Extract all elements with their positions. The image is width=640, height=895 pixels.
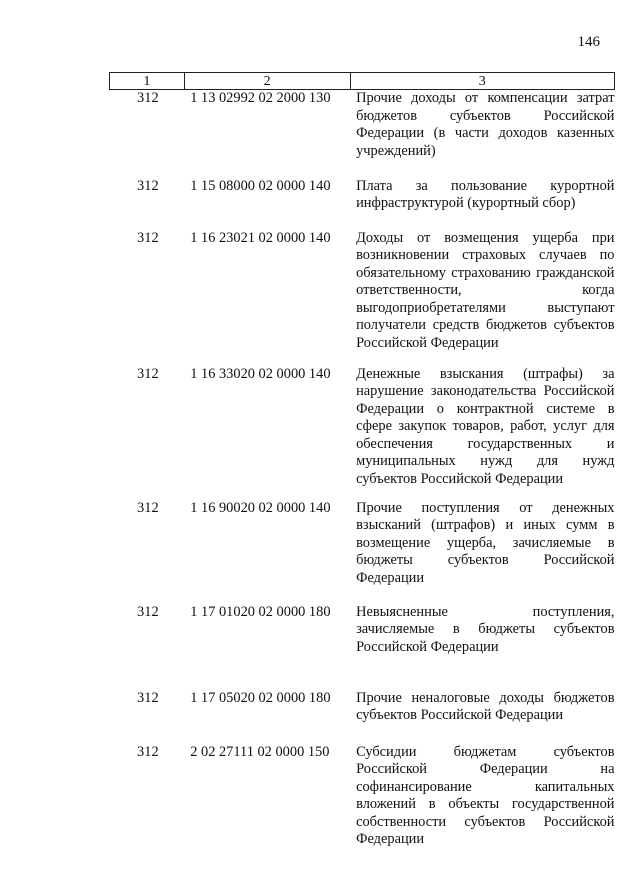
page-number: 146	[577, 34, 600, 50]
table-row	[110, 90, 615, 178]
revenue-name: Прочие поступления от денежных взысканий (штрафов) и иных сумм в возмещение ущерба, зачисляемые в бюджеты субъектов Российской Федерации	[356, 499, 615, 586]
table-header	[110, 73, 615, 90]
budget-code: 2 02 27111 02 0000 150	[190, 743, 330, 760]
budget-code: 1 15 08000 02 0000 140	[190, 177, 331, 194]
revenue-name: Плата за пользование курортной инфраструктурой (курортный сбор)	[356, 177, 615, 211]
table-row	[110, 230, 615, 366]
revenue-name: Доходы от возмещения ущерба при возникновении страховых случаев по обязательному страхованию гражданской ответственности, когда выгодоприобретателями выступают получатели средств бюджетов субъектов Российской Федерации	[356, 229, 615, 351]
admin-code: 312	[137, 603, 159, 620]
table-row	[110, 604, 615, 690]
admin-code: 312	[137, 90, 159, 106]
table-row	[110, 178, 615, 230]
header-col-2: 2	[184, 73, 350, 90]
budget-code: 1 16 23021 02 0000 140	[190, 229, 331, 246]
admin-code: 312	[137, 499, 159, 516]
header-col-1: 1	[110, 73, 185, 90]
revenue-name: Субсидии бюджетам субъектов Российской Федерации на софинансирование капитальных вложений в объекты государственной собственности субъектов Российской Федерации	[356, 743, 615, 847]
admin-code: 312	[137, 743, 159, 760]
budget-code: 1 17 05020 02 0000 180	[190, 689, 331, 706]
admin-code: 312	[137, 689, 159, 706]
table-row	[110, 744, 615, 849]
table-row	[110, 690, 615, 744]
revenue-name: Невыясненные поступления, зачисляемые в бюджеты субъектов Российской Федерации	[356, 603, 615, 655]
budget-code: 1 16 33020 02 0000 140	[190, 365, 331, 382]
header-col-3: 3	[350, 73, 614, 90]
admin-code: 312	[137, 177, 159, 194]
budget-code: 1 17 01020 02 0000 180	[190, 603, 331, 620]
revenue-name: Прочие доходы от компенсации затрат бюджетов субъектов Российской Федерации (в части доходов казенных учреждений)	[356, 90, 615, 159]
admin-code: 312	[137, 229, 159, 246]
admin-code: 312	[137, 365, 159, 382]
budget-code: 1 13 02992 02 2000 130	[190, 90, 331, 106]
budget-codes-table	[109, 72, 615, 849]
revenue-name: Денежные взыскания (штрафы) за нарушение законодательства Российской Федерации о контрактной системе в сфере закупок товаров, работ, услуг для обеспечения государственных и муниципальных нужд для нужд субъектов Российской Федерации	[356, 365, 615, 487]
table-row	[110, 500, 615, 604]
table-row	[110, 366, 615, 500]
budget-code: 1 16 90020 02 0000 140	[190, 499, 331, 516]
revenue-name: Прочие неналоговые доходы бюджетов субъектов Российской Федерации	[356, 689, 615, 723]
